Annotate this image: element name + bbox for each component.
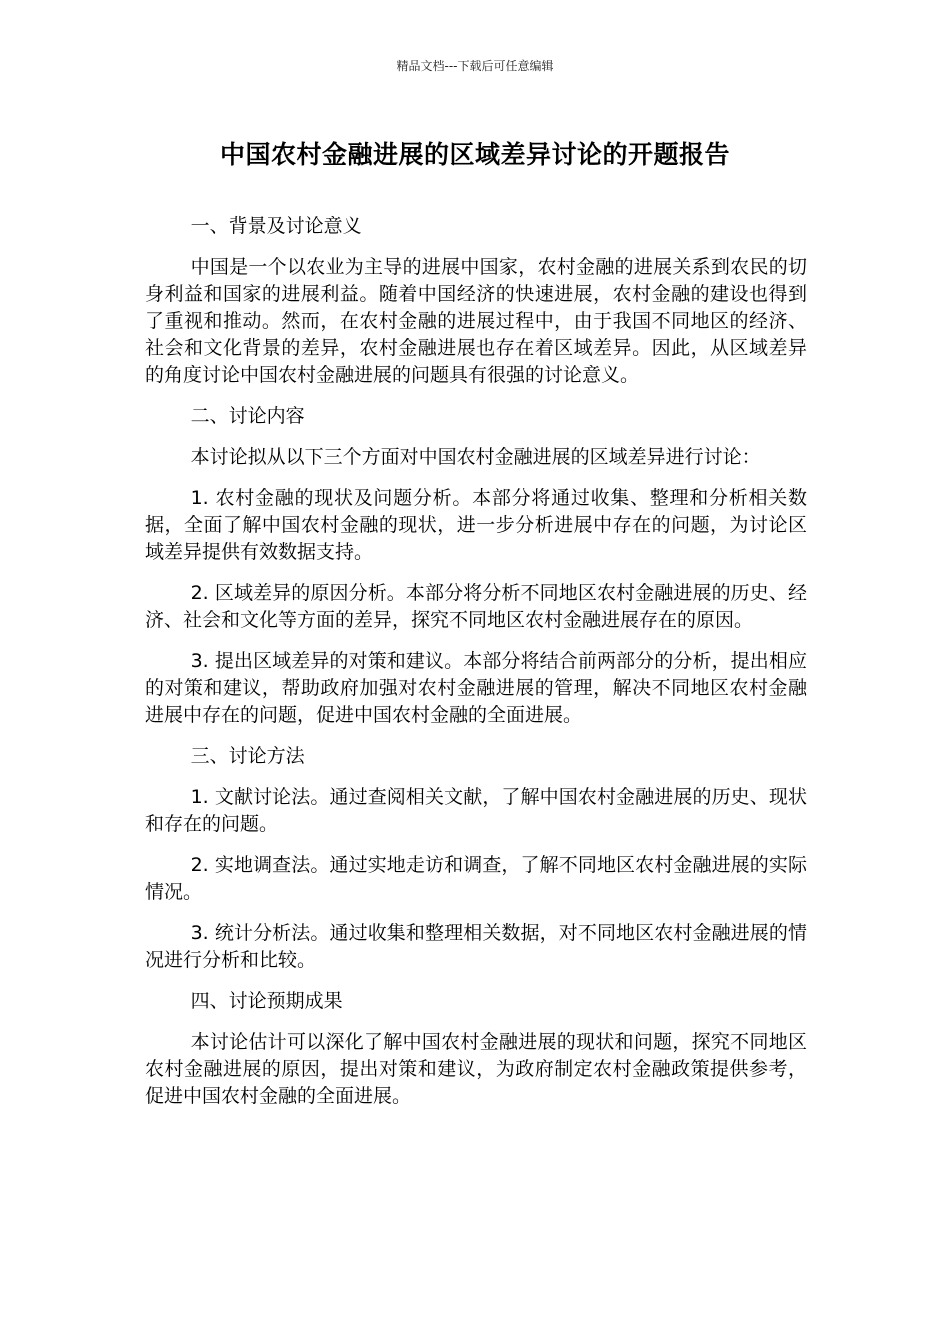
paragraph-background: 中国是一个以农业为主导的进展中国家，农村金融的进展关系到农民的切身利益和国家的进展利益。随着中国经济的快速进展，农村金融的建设也得到了重视和推动。然而，在农村金融的进展过程中，由于我国不同地区的经济、社会和文化背景的差异，农村金融进展也存在着区域差异。因此，从区域差异的角度讨论中国农村金融进展的问题具有很强的讨论意义。 <box>145 256 807 386</box>
list-item-content-1: 1. 农村金融的现状及问题分析。本部分将通过收集、整理和分析相关数据，全面了解中国农村金融的现状，进一步分析进展中存在的问题，为讨论区域差异提供有效数据支持。 <box>145 487 807 563</box>
page-title: 中国农村金融进展的区域差异讨论的开题报告 <box>219 140 730 169</box>
section-heading-outcomes: 四、讨论预期成果 <box>190 990 343 1012</box>
section-heading-content: 二、讨论内容 <box>190 405 305 427</box>
paragraph-content-intro: 本讨论拟从以下三个方面对中国农村金融进展的区域差异进行讨论： <box>190 446 761 468</box>
section-heading-background: 一、背景及讨论意义 <box>190 215 362 237</box>
section-heading-methods: 三、讨论方法 <box>190 745 305 767</box>
list-item-method-1: 1. 文献讨论法。通过查阅相关文献，了解中国农村金融进展的历史、现状和存在的问题。 <box>145 786 807 835</box>
document-body <box>145 213 807 1124</box>
header-note: 精品文档---下载后可任意编辑 <box>396 59 554 73</box>
list-item-content-2: 2. 区域差异的原因分析。本部分将分析不同地区农村金融进展的历史、经济、社会和文化等方面的差异，探究不同地区农村金融进展存在的原因。 <box>145 582 807 631</box>
list-item-method-3: 3. 统计分析法。通过收集和整理相关数据，对不同地区农村金融进展的情况进行分析和比较。 <box>145 922 807 971</box>
list-item-content-3: 3. 提出区域差异的对策和建议。本部分将结合前两部分的分析，提出相应的对策和建议，帮助政府加强对农村金融进展的管理，解决不同地区农村金融进展中存在的问题，促进中国农村金融的全面进展。 <box>145 650 807 726</box>
paragraph-outcomes: 本讨论估计可以深化了解中国农村金融进展的现状和问题，探究不同地区农村金融进展的原因，提出对策和建议，为政府制定农村金融政策提供参考，促进中国农村金融的全面进展。 <box>145 1031 807 1107</box>
list-item-method-2: 2. 实地调查法。通过实地走访和调查，了解不同地区农村金融进展的实际情况。 <box>145 854 807 903</box>
